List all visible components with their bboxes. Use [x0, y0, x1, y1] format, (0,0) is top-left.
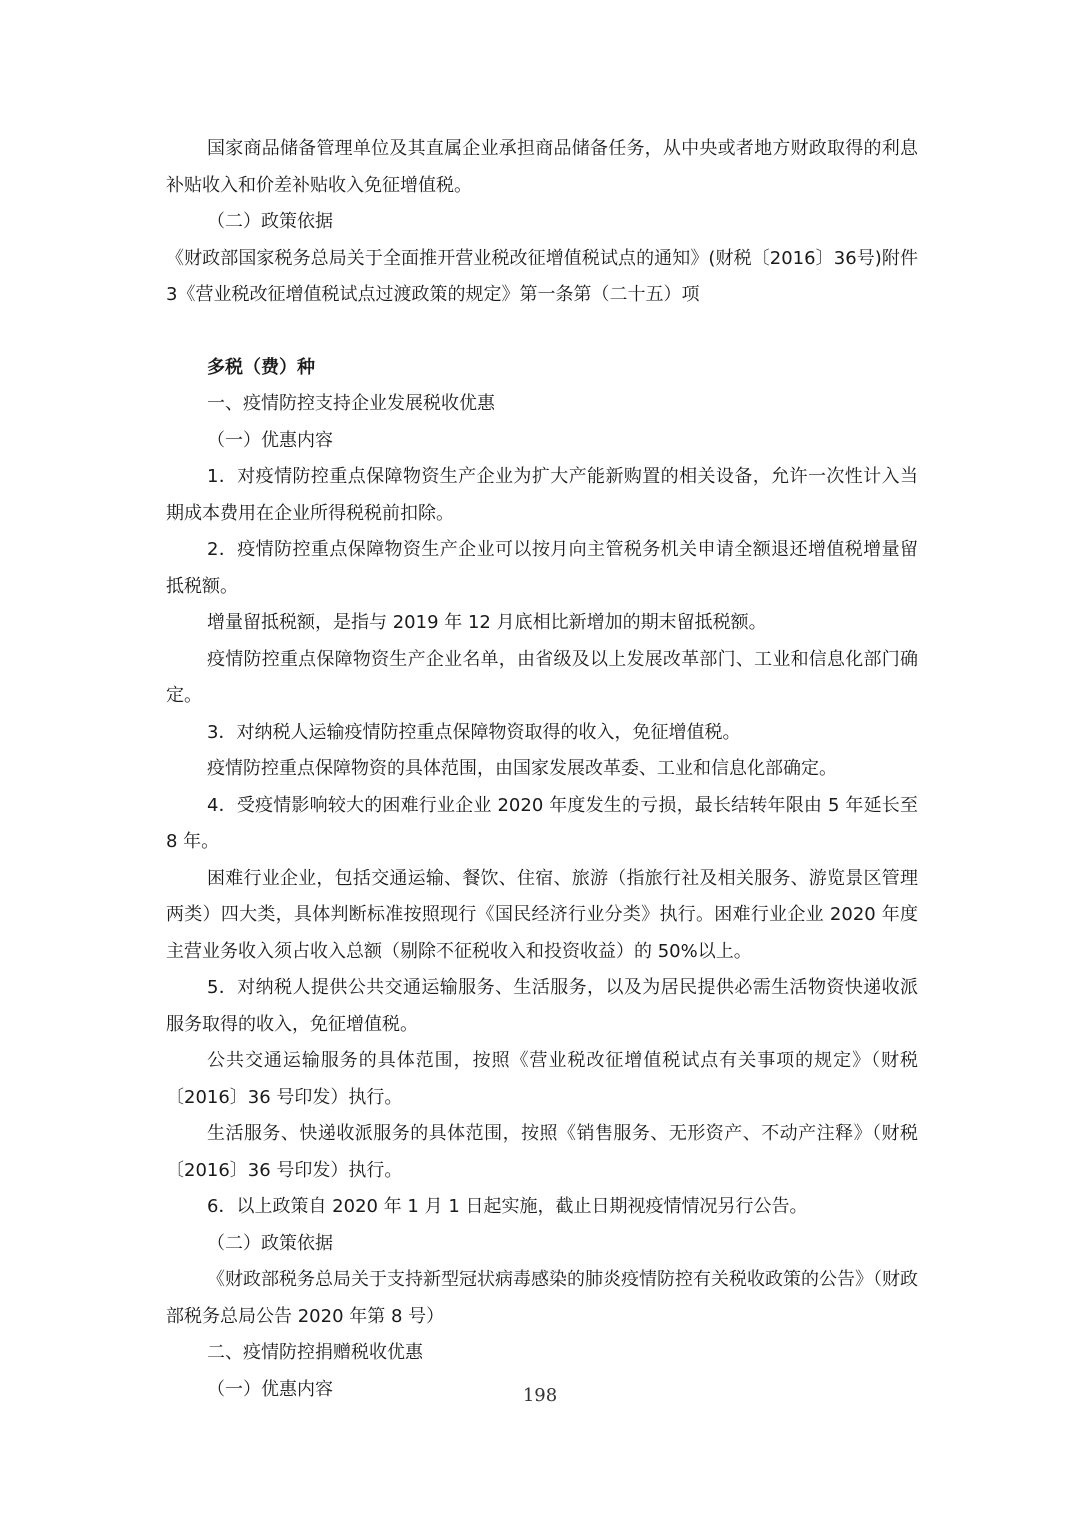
- part1-basis-text: 《财政部税务总局关于支持新型冠状病毒感染的肺炎疫情防控有关税收政策的公告》（财政部税务总局公告 2020 年第 8 号）: [166, 1269, 918, 1327]
- item-4-note: 困难行业企业，包括交通运输、餐饮、住宿、旅游（指旅行社及相关服务、游览景区管理两类）四大类，具体判断标准按照现行《国民经济行业分类》执行。困难行业企业 2020 年度主营业务收入须占收入总额（剔除不征税收入和投资收益）的 50%以上。: [166, 867, 918, 962]
- item-3-note: 疫情防控重点保障物资的具体范围，由国家发展改革委、工业和信息化部确定。: [207, 758, 837, 779]
- item-3: 3．对纳税人运输疫情防控重点保障物资取得的收入，免征增值税。: [207, 721, 741, 743]
- item-5: 5．对纳税人提供公共交通运输服务、生活服务，以及为居民提供必需生活物资快递收派服务取得的收入，免征增值税。: [166, 977, 918, 1035]
- item-2-note-2: 疫情防控重点保障物资生产企业名单，由省级及以上发展改革部门、工业和信息化部门确定。: [166, 648, 918, 706]
- item-5-note-2: 生活服务、快递收派服务的具体范围，按照《销售服务、无形资产、不动产注释》（财税〔2016〕36 号印发）执行。: [166, 1123, 918, 1181]
- part1-heading: 一、疫情防控支持企业发展税收优惠: [207, 393, 495, 414]
- basis-text-prev: 《财政部国家税务总局关于全面推开营业税改征增值税试点的通知》(财税〔2016〕36号)附件3《营业税改征增值税试点过渡政策的规定》第一条第（二十五）项: [166, 247, 918, 305]
- page-number: 198: [522, 1385, 558, 1406]
- paragraph-storage-subsidy: 国家商品储备管理单位及其直属企业承担商品储备任务，从中央或者地方财政取得的利息补贴收入和价差补贴收入免征增值税。: [166, 138, 918, 196]
- item-6: 6．以上政策自 2020 年 1 月 1 日起实施，截止日期视疫情情况另行公告。: [207, 1196, 808, 1217]
- part2-heading: 二、疫情防控捐赠税收优惠: [207, 1342, 423, 1363]
- item-2: 2．疫情防控重点保障物资生产企业可以按月向主管税务机关申请全额退还增值税增量留抵税额。: [166, 539, 918, 597]
- part1-basis-heading: （二）政策依据: [207, 1232, 333, 1254]
- item-2-note-1: 增量留抵税额，是指与 2019 年 12 月底相比新增加的期末留抵税额。: [207, 612, 767, 633]
- item-5-note-1: 公共交通运输服务的具体范围，按照《营业税改征增值税试点有关事项的规定》（财税〔2016〕36 号印发）执行。: [166, 1050, 918, 1108]
- page-content: [166, 131, 918, 1408]
- item-4: 4．受疫情影响较大的困难行业企业 2020 年度发生的亏损，最长结转年限由 5 年延长至 8 年。: [166, 794, 918, 852]
- section-spacer: [166, 314, 918, 350]
- item-1: 1．对疫情防控重点保障物资生产企业为扩大产能新购置的相关设备，允许一次性计入当期成本费用在企业所得税税前扣除。: [166, 466, 918, 524]
- part1-content-heading: （一）优惠内容: [207, 429, 333, 451]
- basis-heading-prev: （二）政策依据: [207, 211, 333, 232]
- part2-content-heading: （一）优惠内容: [207, 1378, 333, 1400]
- section-title: 多税（费）种: [207, 356, 315, 378]
